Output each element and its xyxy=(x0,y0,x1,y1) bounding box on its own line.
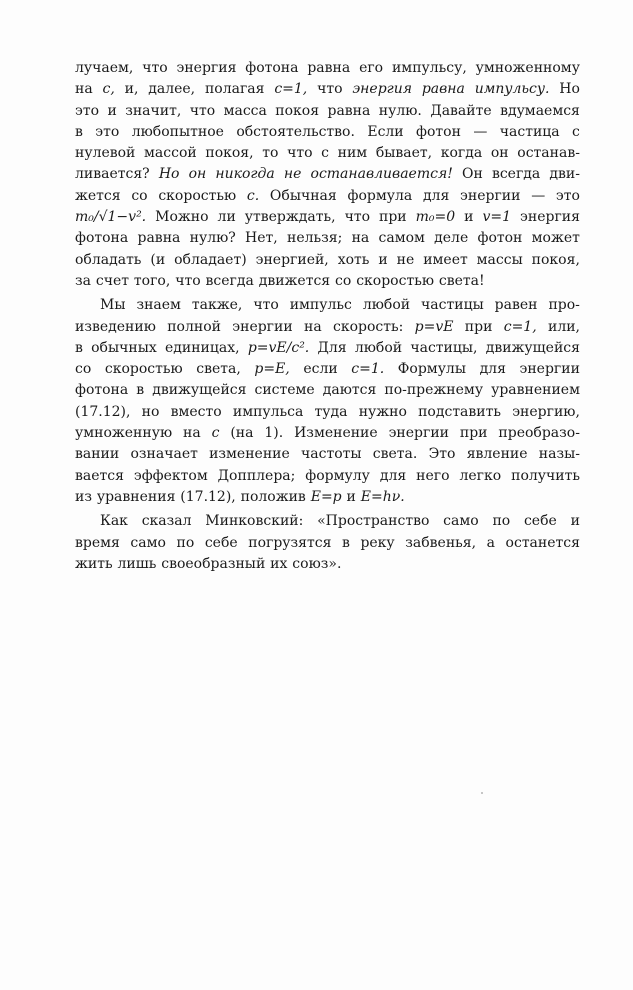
word: на xyxy=(351,230,370,247)
word: самом xyxy=(378,230,425,247)
word: при xyxy=(379,209,407,226)
word: ливается? xyxy=(75,166,150,183)
word: света. xyxy=(372,446,418,463)
word: и xyxy=(464,209,474,226)
word: получить xyxy=(511,467,580,484)
text-line xyxy=(75,122,580,143)
word: это xyxy=(75,102,100,119)
word: что xyxy=(175,272,201,289)
word: но xyxy=(141,403,160,420)
word: нулевой xyxy=(75,145,136,162)
word: вместо xyxy=(170,403,222,420)
text-line xyxy=(75,271,580,292)
word: или, xyxy=(547,318,580,335)
word: c=1. xyxy=(351,361,385,378)
word: c. xyxy=(246,187,260,204)
word: погрузятся xyxy=(248,534,332,551)
word: не xyxy=(396,251,415,268)
word: частоты xyxy=(301,446,362,463)
word: он xyxy=(188,166,207,183)
word: импульсу. xyxy=(474,81,550,98)
text-line xyxy=(75,359,580,380)
word: он xyxy=(490,145,509,162)
word: массой xyxy=(144,145,197,162)
word: на xyxy=(183,425,201,442)
text-line xyxy=(75,207,580,228)
word: движущейся xyxy=(485,339,580,356)
word: энергию, xyxy=(512,403,580,420)
word: никогда xyxy=(215,166,275,183)
word: само xyxy=(130,534,166,551)
word: жить xyxy=(75,555,113,572)
word: фотона xyxy=(245,60,299,76)
text-line xyxy=(75,164,580,185)
word: останется xyxy=(505,534,580,551)
word: Минковский: xyxy=(205,513,304,530)
word: при xyxy=(464,318,493,335)
word: формулу xyxy=(305,467,370,484)
word: движется xyxy=(258,272,331,289)
word: также, xyxy=(191,297,243,314)
text-line xyxy=(75,402,580,423)
word: фотон xyxy=(416,123,461,140)
word: энергия xyxy=(520,209,580,226)
word: со xyxy=(75,361,92,378)
word: ним xyxy=(337,145,368,162)
word: v=1 xyxy=(482,209,512,226)
word: обладает) xyxy=(174,251,247,268)
word: равна xyxy=(327,102,371,119)
word: Допплера; xyxy=(217,467,296,484)
word: на xyxy=(75,81,93,98)
word: останав- xyxy=(517,145,580,162)
word: Это xyxy=(428,446,456,463)
word: (17.12), xyxy=(75,403,131,420)
word: это xyxy=(95,123,120,140)
word: по-прежнему xyxy=(384,382,484,399)
word: значит, xyxy=(125,102,182,119)
word: энергии xyxy=(519,361,580,378)
word: их xyxy=(270,555,288,572)
word: энергии xyxy=(388,425,449,442)
word: обладать xyxy=(75,251,142,268)
word: скоростью xyxy=(104,361,183,378)
text-line xyxy=(75,143,580,164)
word: всегда xyxy=(491,166,541,183)
word: Нет, xyxy=(245,230,278,247)
word: покоя, xyxy=(205,145,254,162)
word: что xyxy=(344,209,370,226)
word: любопытное xyxy=(131,123,224,140)
word: с xyxy=(572,123,580,140)
word: частицы xyxy=(421,297,484,314)
word: равна xyxy=(137,230,181,247)
word: движущейся xyxy=(152,382,247,399)
word: лучаем, xyxy=(75,60,134,76)
word: Формулы xyxy=(397,361,466,378)
print-speck xyxy=(481,792,483,794)
word: знаем xyxy=(136,297,181,314)
word: E=hν. xyxy=(360,488,405,505)
word: того, xyxy=(133,272,171,289)
word: Он xyxy=(462,166,483,183)
word: утверждать, xyxy=(244,209,336,226)
word: скорость: xyxy=(333,318,404,335)
word: p=vE/c². xyxy=(247,339,310,356)
word: вается xyxy=(75,467,124,484)
word: «Пространство xyxy=(317,513,430,530)
word: Изменение xyxy=(294,425,378,442)
text-line xyxy=(75,423,580,444)
word: частицы, xyxy=(410,339,478,356)
word: равна xyxy=(307,60,351,76)
word: на xyxy=(304,318,322,335)
text-line xyxy=(75,79,580,100)
word: энергия xyxy=(352,81,413,98)
word: (17.12), xyxy=(180,488,236,505)
word: c=1, xyxy=(503,318,537,335)
word: хоть xyxy=(337,251,370,268)
word: для xyxy=(379,467,407,484)
word: при xyxy=(459,425,488,442)
text-line xyxy=(75,295,580,316)
page-body-text xyxy=(75,58,580,575)
word: покоя xyxy=(275,102,320,119)
word: и xyxy=(346,488,356,505)
text-line xyxy=(75,186,580,207)
text-line xyxy=(75,317,580,338)
word: Но xyxy=(158,166,180,183)
word: света! xyxy=(438,272,485,289)
word: полагая xyxy=(204,81,265,98)
text-line xyxy=(75,250,580,271)
word: в xyxy=(341,534,350,551)
text-line xyxy=(75,533,580,554)
word: что xyxy=(317,81,343,98)
word: вании xyxy=(75,446,120,463)
word: бывает, xyxy=(375,145,433,162)
word: массы xyxy=(476,251,523,268)
text-line xyxy=(75,466,580,487)
word: — xyxy=(531,187,546,204)
word: эффектом xyxy=(133,467,208,484)
word: в xyxy=(75,123,83,140)
word: импульсу, xyxy=(391,60,467,76)
word: может xyxy=(531,230,580,247)
word: света, xyxy=(196,361,241,378)
word: когда xyxy=(440,145,483,162)
word: даются xyxy=(322,382,377,399)
word: дви- xyxy=(549,166,580,183)
word: E=p xyxy=(310,488,342,505)
word: положив xyxy=(240,488,306,505)
word: в xyxy=(75,339,83,356)
word: энергии xyxy=(460,187,521,204)
word: энергии xyxy=(232,318,293,335)
word: фотон xyxy=(477,230,523,247)
word: (на xyxy=(230,425,254,442)
word: энергия xyxy=(176,60,237,76)
word: его xyxy=(359,60,384,76)
word: скоростью xyxy=(356,272,435,289)
word: и xyxy=(107,102,117,119)
word: что xyxy=(253,297,279,314)
word: единицах, xyxy=(164,339,240,356)
word: забвенья, xyxy=(405,534,477,551)
word: Давайте xyxy=(430,102,492,119)
text-line xyxy=(75,444,580,465)
word: себе xyxy=(204,534,238,551)
word: сказал xyxy=(141,513,192,530)
word: для xyxy=(422,187,450,204)
word: m₀/√1−v². xyxy=(75,209,147,226)
word: нужно xyxy=(358,403,407,420)
word: и xyxy=(570,513,580,530)
word: деле xyxy=(434,230,469,247)
word: счет xyxy=(95,272,130,289)
word: про- xyxy=(548,297,580,314)
word: своеобразный xyxy=(161,555,266,572)
word: явление xyxy=(466,446,528,463)
word: (и xyxy=(150,251,166,268)
word: то xyxy=(262,145,279,162)
text-line xyxy=(75,338,580,359)
word: равен xyxy=(494,297,538,314)
word: умноженному xyxy=(475,60,580,76)
word: по xyxy=(492,513,511,530)
word: это xyxy=(555,187,580,204)
word: и, xyxy=(124,81,139,98)
word: Можно xyxy=(155,209,209,226)
word: по xyxy=(176,534,195,551)
word: уравнением xyxy=(491,382,580,399)
word: покоя, xyxy=(531,251,580,268)
word: импульс xyxy=(289,297,352,314)
word: p=vE xyxy=(414,318,454,335)
word: преобразо- xyxy=(498,425,580,442)
word: что xyxy=(142,60,168,76)
word: Как xyxy=(100,513,128,530)
word: c xyxy=(211,425,220,442)
word: всегда xyxy=(205,272,254,289)
word: если xyxy=(303,361,338,378)
word: скоростью xyxy=(158,187,237,204)
word: уравнения xyxy=(96,488,176,505)
word: что xyxy=(189,102,216,119)
word: p=E, xyxy=(254,361,290,378)
word: любой xyxy=(354,339,403,356)
word: за xyxy=(75,272,91,289)
word: со xyxy=(131,187,148,204)
word: реку xyxy=(360,534,395,551)
word: со xyxy=(335,272,352,289)
word: изменение xyxy=(209,446,290,463)
word: лишь xyxy=(117,555,157,572)
text-line xyxy=(75,554,580,575)
word: с xyxy=(321,145,329,162)
word: Для xyxy=(317,339,347,356)
word: жется xyxy=(75,187,121,204)
word: формула xyxy=(347,187,413,204)
text-line xyxy=(75,228,580,249)
word: обычных xyxy=(91,339,157,356)
text-line xyxy=(75,380,580,401)
text-line xyxy=(75,511,580,532)
word: нельзя; xyxy=(286,230,343,247)
word: время xyxy=(75,534,120,551)
word: что xyxy=(287,145,313,162)
word: нулю. xyxy=(378,102,422,119)
word: в xyxy=(136,382,145,399)
word: обстоятельство. xyxy=(236,123,355,140)
word: не xyxy=(283,166,302,183)
word: Обычная xyxy=(269,187,337,204)
word: союз». xyxy=(292,555,342,572)
word: Но xyxy=(559,81,580,98)
word: изведению xyxy=(75,318,156,335)
word: далее, xyxy=(148,81,196,98)
word: масса xyxy=(223,102,267,119)
text-line xyxy=(75,58,580,79)
text-line xyxy=(75,101,580,122)
word: туда xyxy=(314,403,348,420)
word: из xyxy=(75,488,92,505)
word: энергией, xyxy=(255,251,329,268)
word: фотона xyxy=(75,382,129,399)
word: 1). xyxy=(264,425,284,442)
word: Мы xyxy=(100,297,126,314)
word: себе xyxy=(523,513,557,530)
word: него xyxy=(416,467,450,484)
word: системе xyxy=(254,382,315,399)
word: останавливается! xyxy=(310,166,453,183)
word: умноженную xyxy=(75,425,173,442)
word: равна xyxy=(421,81,465,98)
word: вдумаемся xyxy=(500,102,580,119)
word: импульса xyxy=(232,403,304,420)
word: частица xyxy=(499,123,560,140)
word: подставить xyxy=(418,403,501,420)
word: полной xyxy=(167,318,221,335)
word: само xyxy=(443,513,479,530)
word: c, xyxy=(102,81,115,98)
word: нулю? xyxy=(189,230,236,247)
word: любой xyxy=(362,297,411,314)
word: ли xyxy=(217,209,236,226)
word: c=1, xyxy=(274,81,308,98)
word: и xyxy=(378,251,388,268)
word: означает xyxy=(130,446,198,463)
word: — xyxy=(473,123,488,140)
word: легко xyxy=(459,467,502,484)
word: назы- xyxy=(538,446,580,463)
word: Если xyxy=(367,123,404,140)
word: а xyxy=(486,534,495,551)
word: для xyxy=(479,361,506,378)
text-line xyxy=(75,487,580,508)
word: m₀=0 xyxy=(415,209,456,226)
word: фотона xyxy=(75,230,129,247)
word: имеет xyxy=(423,251,468,268)
